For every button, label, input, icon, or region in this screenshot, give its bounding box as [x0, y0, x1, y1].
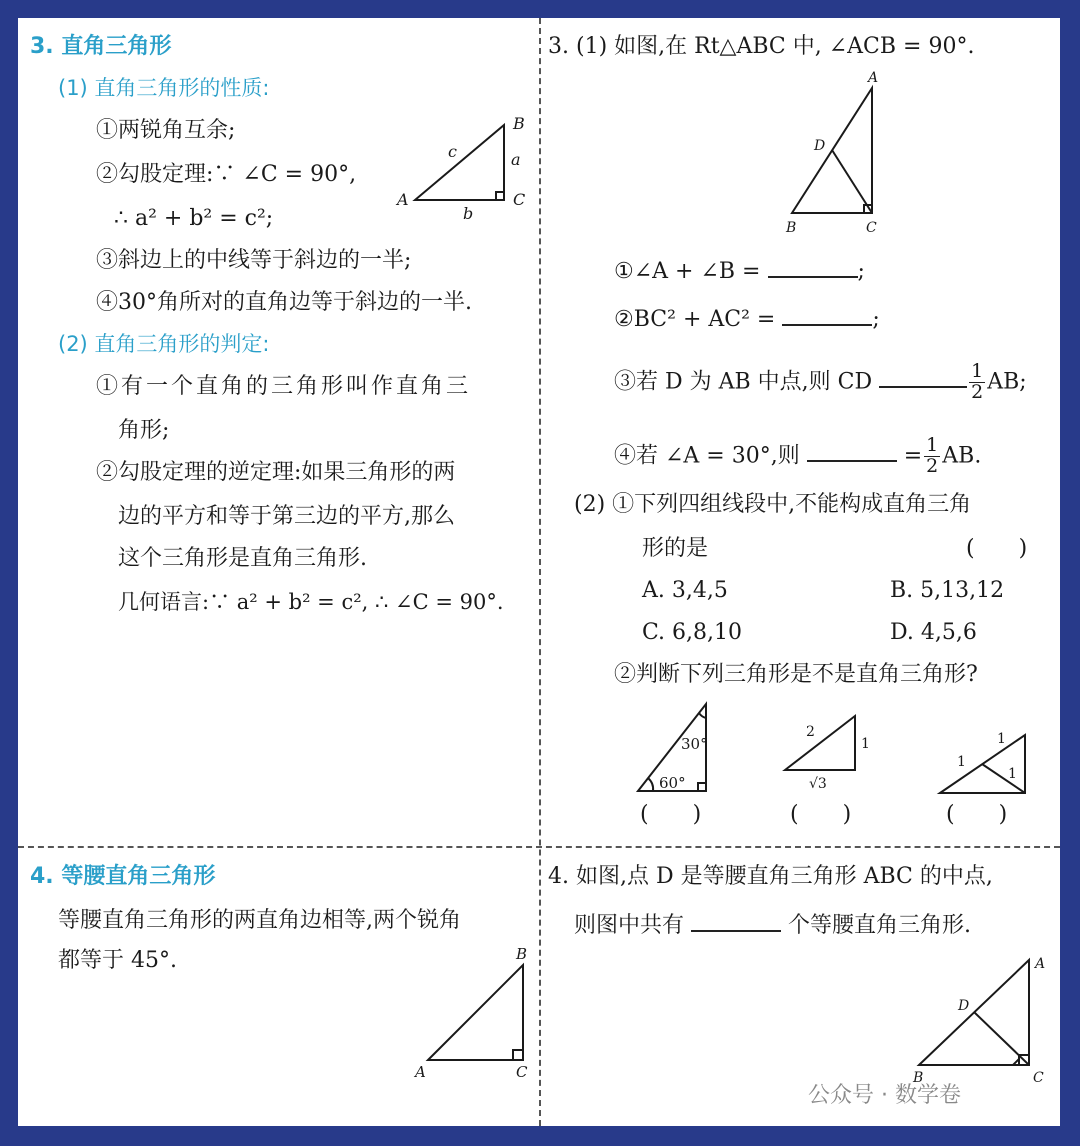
vertex-label-d: D	[958, 998, 970, 1014]
fraction-denominator: 2	[971, 380, 984, 403]
answer-blank-3[interactable]	[879, 366, 967, 388]
criterion-2-line2: 边的平方和等于第三边的平方,那么	[118, 504, 455, 529]
answer-blank-1[interactable]	[768, 256, 858, 278]
vertex-label-b: B	[786, 220, 797, 236]
property-2: ②勾股定理:∵ ∠C = 90°,	[96, 162, 357, 187]
item-4-equals: =	[903, 443, 923, 469]
question-3-1-item-2	[614, 304, 880, 331]
vertex-label-a: A	[1035, 956, 1046, 972]
question-3-figure	[778, 70, 888, 240]
answer-paren-figure-3[interactable]: ( )	[946, 802, 1008, 827]
angle-label-60: 60°	[659, 774, 686, 792]
side-label-b: b	[463, 204, 474, 223]
right-triangle-figure	[393, 113, 543, 223]
fraction-numerator: 1	[971, 360, 984, 382]
vertex-label-c: C	[516, 1063, 528, 1081]
vertex-label-a: A	[415, 1063, 426, 1081]
answer-blank-2[interactable]	[782, 304, 872, 326]
item-2-text: ②BC² + AC² =	[614, 307, 776, 332]
property-3: ③斜边上的中线等于斜边的一半;	[96, 248, 412, 273]
section-4-line1: 等腰直角三角形的两直角边相等,两个锐角	[58, 908, 461, 933]
vertex-label-c: C	[513, 190, 526, 209]
fraction-denominator: 2	[926, 454, 939, 477]
vertex-label-a: A	[868, 70, 879, 86]
item-4-text: ④若 ∠A = 30°,则	[614, 443, 800, 469]
criterion-1-line2: 角形;	[118, 418, 170, 443]
item-2-semicolon: ;	[872, 307, 880, 332]
section-4-line2: 都等于 45°.	[58, 948, 177, 973]
angle-label-30: 30°	[681, 735, 708, 753]
watermark: 公众号 · 数学卷	[808, 1083, 961, 1108]
option-a[interactable]: A. 3,4,5	[642, 578, 728, 603]
vertex-label-c: C	[1033, 1070, 1044, 1086]
question-4-tail: 个等腰直角三角形.	[788, 913, 972, 938]
vertex-label-d: D	[814, 138, 826, 154]
answer-paren[interactable]: ( )	[966, 536, 1028, 561]
property-4: ④30°角所对的直角边等于斜边的一半.	[96, 290, 472, 315]
question-4-line1: 4. 如图,点 D 是等腰直角三角形 ABC 的中点,	[548, 864, 993, 889]
property-1: ①两锐角互余;	[96, 118, 236, 143]
triangle-figure-1	[633, 698, 733, 798]
question-4-figure	[903, 950, 1048, 1090]
item-1-text: ①∠A + ∠B =	[614, 259, 761, 284]
triangle-figure-2	[778, 708, 888, 798]
question-3-2-part-1-line2: 形的是	[642, 536, 709, 561]
vertex-label-b: B	[516, 945, 528, 963]
vertex-label-b: B	[513, 114, 525, 133]
question-3-2-part-1-line1: (2) ①下列四组线段中,不能构成直角三角	[574, 492, 972, 517]
vertex-label-b: B	[913, 1070, 924, 1086]
section-3-properties-heading: (1) 直角三角形的性质:	[58, 76, 270, 100]
option-b[interactable]: B. 5,13,12	[890, 578, 1005, 603]
item-1-semicolon: ;	[857, 259, 865, 284]
triangle-figure-3	[933, 723, 1048, 803]
item-3-tail: AB;	[987, 369, 1027, 395]
geometry-language: 几何语言:∵ a² + b² = c², ∴ ∠C = 90°.	[118, 590, 504, 614]
vertex-label-c: C	[866, 220, 877, 236]
criterion-2-line3: 这个三角形是直角三角形.	[118, 546, 367, 571]
question-3-title: 3. (1) 如图,在 Rt△ABC 中, ∠ACB = 90°.	[548, 34, 975, 59]
side-label-1c: 1	[1008, 766, 1017, 782]
section-3-criteria-heading: (2) 直角三角形的判定:	[58, 332, 270, 356]
question-3-2-part-2: ②判断下列三角形是不是直角三角形?	[614, 662, 978, 687]
criterion-2-line1: ②勾股定理的逆定理:如果三角形的两	[96, 460, 456, 485]
fraction-one-half	[969, 362, 985, 403]
answer-paren-figure-2[interactable]: ( )	[790, 802, 852, 827]
fraction-numerator: 1	[926, 434, 939, 456]
side-label-1b: 1	[997, 731, 1006, 747]
answer-blank-4[interactable]	[807, 440, 897, 462]
question-4-text: 则图中共有	[574, 913, 685, 938]
option-c[interactable]: C. 6,8,10	[642, 620, 743, 645]
section-3-title: 3. 直角三角形	[30, 34, 172, 59]
side-label-a: a	[511, 150, 521, 169]
question-3-1-item-4	[614, 436, 981, 477]
side-label-hyp: 2	[806, 724, 815, 740]
item-3-text: ③若 D 为 AB 中点,则 CD	[614, 369, 873, 395]
item-4-tail: AB.	[942, 443, 982, 469]
side-label-base: √3	[809, 776, 827, 792]
vertex-label-a: A	[397, 190, 409, 209]
question-4-line2	[574, 910, 971, 937]
fraction-one-half	[924, 436, 940, 477]
section-4-title: 4. 等腰直角三角形	[30, 864, 216, 889]
option-d[interactable]: D. 4,5,6	[890, 620, 977, 645]
row-divider	[18, 846, 1060, 848]
property-2-formula: ∴ a² + b² = c²;	[114, 206, 274, 231]
isosceles-right-triangle-figure	[413, 943, 543, 1083]
worksheet	[18, 18, 1060, 1126]
side-label-leg: 1	[861, 736, 870, 752]
answer-paren-figure-1[interactable]: ( )	[640, 802, 702, 827]
question-3-1-item-3	[614, 362, 1027, 403]
side-label-c: c	[448, 142, 457, 161]
criterion-1-line1: ①有一个直角的三角形叫作直角三	[96, 374, 472, 399]
question-3-1-item-1	[614, 256, 865, 283]
side-label-1a: 1	[957, 754, 966, 770]
answer-blank-q4[interactable]	[691, 910, 781, 932]
